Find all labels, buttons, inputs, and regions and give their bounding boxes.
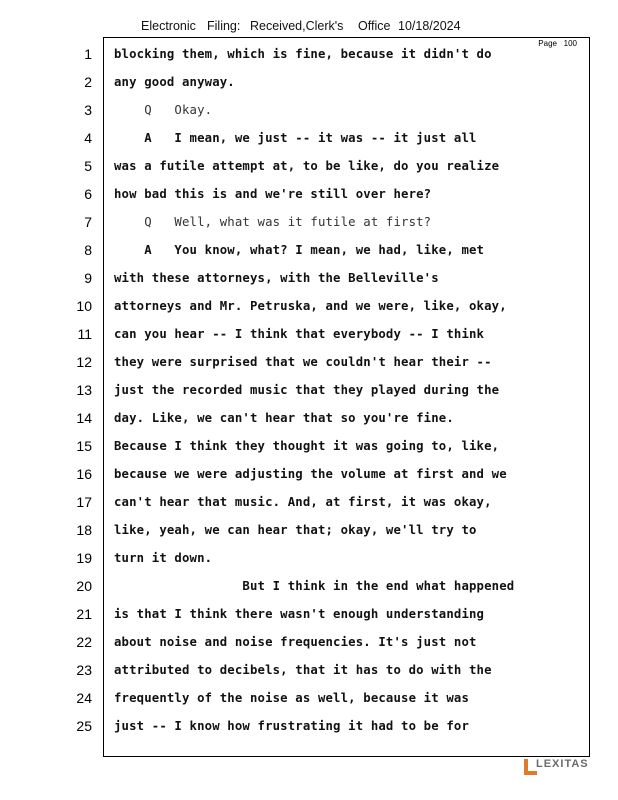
line-number: 5 <box>84 158 92 174</box>
line-number: 1 <box>84 46 92 62</box>
line-number: 7 <box>84 214 92 230</box>
line-number: 16 <box>76 466 92 482</box>
filing-received: Received,Clerk's <box>250 19 344 33</box>
transcript-line: because we were adjusting the volume at first and we <box>114 467 507 481</box>
transcript-line: they were surprised that we couldn't hear their -- <box>114 355 492 369</box>
line-number: 14 <box>76 410 92 426</box>
line-number: 9 <box>84 270 92 286</box>
transcript-line: any good anyway. <box>114 75 235 89</box>
lexitas-logo <box>524 757 594 777</box>
transcript-line: attorneys and Mr. Petruska, and we were, like, okay, <box>114 299 507 313</box>
logo-text: LEXITAS <box>536 758 589 770</box>
transcript-text <box>114 40 584 740</box>
transcript-line: can't hear that music. And, at first, it was okay, <box>114 495 492 509</box>
line-number: 3 <box>84 102 92 118</box>
line-number: 23 <box>76 662 92 678</box>
transcript-line: A I mean, we just -- it was -- it just all <box>114 131 477 145</box>
page-value: 100 <box>563 39 577 48</box>
line-number: 11 <box>77 326 92 342</box>
line-numbers <box>62 40 92 740</box>
line-number: 13 <box>76 382 92 398</box>
transcript-line: day. Like, we can't hear that so you're fine. <box>114 411 454 425</box>
line-number: 8 <box>84 242 92 258</box>
line-number: 25 <box>76 718 92 734</box>
line-number: 12 <box>76 354 92 370</box>
line-number: 4 <box>84 130 92 146</box>
transcript-line: how bad this is and we're still over here? <box>114 187 432 201</box>
line-number: 22 <box>76 634 92 650</box>
line-number: 6 <box>84 186 92 202</box>
line-number: 20 <box>76 578 92 594</box>
transcript-line: can you hear -- I think that everybody -- I think <box>114 327 485 341</box>
transcript-line: Because I think they thought it was going to, like, <box>114 439 500 453</box>
transcript-line: But I think in the end what happened <box>114 579 515 593</box>
transcript-line: blocking them, which is fine, because it didn't do <box>114 47 492 61</box>
line-number: 21 <box>76 606 92 622</box>
line-number: 10 <box>76 298 92 314</box>
filing-electronic: Electronic <box>141 19 196 33</box>
transcript-line: Q Well, what was it futile at first? <box>114 215 432 229</box>
transcript-line: about noise and noise frequencies. It's just not <box>114 635 477 649</box>
transcript-line: like, yeah, we can hear that; okay, we'll try to <box>114 523 477 537</box>
transcript-line: frequently of the noise as well, because it was <box>114 691 470 705</box>
line-number: 2 <box>84 74 92 90</box>
filing-date: 10/18/2024 <box>398 19 461 33</box>
filing-label: Filing: <box>207 19 241 33</box>
line-number: 15 <box>76 438 92 454</box>
line-number: 24 <box>76 690 92 706</box>
line-number: 18 <box>76 522 92 538</box>
transcript-line: attributed to decibels, that it has to do with the <box>114 663 492 677</box>
transcript-line: with these attorneys, with the Belleville's <box>114 271 439 285</box>
page-label: Page <box>538 39 557 48</box>
line-number: 19 <box>76 550 92 566</box>
transcript-line: just the recorded music that they played during the <box>114 383 500 397</box>
transcript-line: A You know, what? I mean, we had, like, met <box>114 243 485 257</box>
transcript-line: turn it down. <box>114 551 213 565</box>
filing-office: Office <box>358 19 391 33</box>
line-number: 17 <box>76 494 92 510</box>
transcript-line: was a futile attempt at, to be like, do you realize <box>114 159 500 173</box>
transcript-line: is that I think there wasn't enough understanding <box>114 607 485 621</box>
transcript-line: Q Okay. <box>114 103 213 117</box>
transcript-line: just -- I know how frustrating it had to be for <box>114 719 470 733</box>
filing-header <box>0 19 618 35</box>
